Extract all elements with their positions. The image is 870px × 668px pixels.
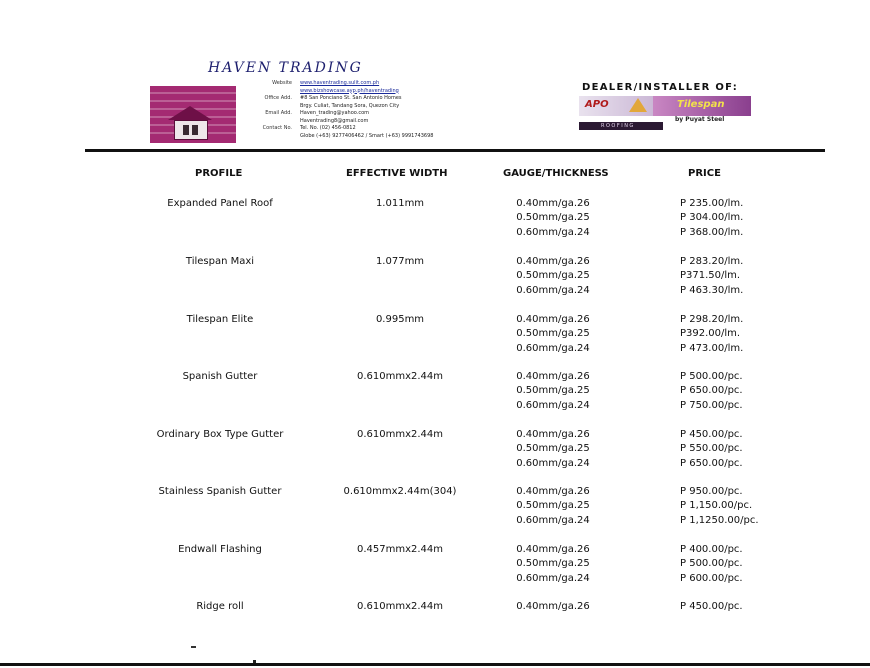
price-value: P 473.00/lm. bbox=[680, 342, 744, 354]
price-value: P 298.20/lm. bbox=[680, 314, 744, 325]
company-title: HAVEN TRADING bbox=[208, 60, 363, 76]
price-value: P 650.00/pc. bbox=[680, 385, 743, 397]
contact-label bbox=[236, 133, 292, 141]
contact-label bbox=[236, 88, 292, 96]
gauge-value: 0.50mm/ga.25 bbox=[516, 500, 590, 512]
profile-name: Stainless Spanish Gutter bbox=[158, 486, 282, 497]
gauge-list bbox=[488, 600, 618, 614]
price-value: P 500.00/pc. bbox=[680, 558, 743, 570]
price-value: P 750.00/pc. bbox=[680, 399, 743, 411]
gauge-value: 0.60mm/ga.24 bbox=[516, 284, 590, 296]
header-divider bbox=[85, 149, 825, 152]
price-list bbox=[680, 543, 743, 586]
stray-mark bbox=[191, 646, 196, 648]
gauge-value: 0.40mm/ga.26 bbox=[516, 429, 590, 440]
column-header-profile: PROFILE bbox=[195, 168, 243, 179]
roofing-bar bbox=[579, 122, 663, 130]
email-1: Haven_trading@yahoo.com bbox=[300, 110, 370, 116]
effective-width: 0.995mm bbox=[375, 314, 425, 325]
contact-label bbox=[236, 118, 292, 126]
contact-values bbox=[300, 80, 433, 140]
price-list bbox=[680, 600, 743, 614]
price-list bbox=[680, 428, 743, 471]
apo-logo bbox=[579, 96, 653, 116]
gauge-value: 0.50mm/ga.25 bbox=[516, 443, 590, 455]
gauge-value: 0.40mm/ga.26 bbox=[516, 486, 590, 497]
table-row bbox=[0, 485, 870, 533]
price-value: P 450.00/pc. bbox=[680, 429, 743, 440]
gauge-list bbox=[488, 313, 618, 356]
gauge-value: 0.60mm/ga.24 bbox=[516, 399, 590, 411]
column-header-width: EFFECTIVE WIDTH bbox=[346, 168, 448, 179]
office-address-line-2: Brgy. Culiat, Tandang Sora, Quezon City bbox=[300, 102, 400, 109]
profile-name: Tilespan Maxi bbox=[185, 256, 255, 267]
gauge-value: 0.60mm/ga.24 bbox=[516, 572, 590, 584]
gauge-list bbox=[488, 370, 618, 413]
effective-width: 0.610mmx2.44m bbox=[356, 371, 444, 382]
price-list bbox=[680, 485, 759, 528]
contact-label: Office Add. bbox=[264, 95, 292, 101]
brand-byline: by Puyat Steel bbox=[675, 116, 725, 123]
price-list bbox=[680, 370, 743, 413]
effective-width: 1.077mm bbox=[375, 256, 425, 267]
gauge-value: 0.60mm/ga.24 bbox=[516, 342, 590, 354]
price-value: P 235.00/lm. bbox=[680, 198, 744, 209]
gauge-value: 0.50mm/ga.25 bbox=[516, 270, 590, 282]
office-address-line-1: #8 San Ponciano St. San Antonio Homes bbox=[300, 95, 402, 101]
effective-width: 0.610mmx2.44m(304) bbox=[343, 486, 457, 497]
brand-logos bbox=[579, 96, 751, 130]
profile-name: Expanded Panel Roof bbox=[167, 198, 273, 209]
contact-labels bbox=[236, 80, 292, 140]
price-value: P 600.00/pc. bbox=[680, 572, 743, 584]
gauge-list bbox=[488, 485, 618, 528]
profile-name: Spanish Gutter bbox=[182, 371, 258, 382]
price-value: P 650.00/pc. bbox=[680, 457, 743, 469]
gauge-list bbox=[488, 197, 618, 240]
gauge-value: 0.60mm/ga.24 bbox=[516, 514, 590, 526]
price-value: P 1,1250.00/pc. bbox=[680, 514, 759, 526]
gauge-list bbox=[488, 543, 618, 586]
price-list bbox=[680, 313, 743, 356]
gauge-value: 0.40mm/ga.26 bbox=[516, 371, 590, 382]
website-link-2[interactable]: www.bizshowcase.ayp.ph/haventrading bbox=[300, 87, 399, 94]
price-value: P 450.00/pc. bbox=[680, 601, 743, 612]
page-bottom-edge bbox=[0, 663, 870, 666]
profile-name: Ordinary Box Type Gutter bbox=[156, 429, 284, 440]
table-row bbox=[0, 600, 870, 648]
gauge-value: 0.40mm/ga.26 bbox=[516, 314, 590, 325]
gauge-value: 0.60mm/ga.24 bbox=[516, 457, 590, 469]
price-value: P 550.00/pc. bbox=[680, 443, 743, 455]
price-value: P 463.30/lm. bbox=[680, 284, 744, 296]
column-header-price: PRICE bbox=[688, 168, 721, 179]
contact-label: Email Add. bbox=[265, 110, 292, 116]
column-header-gauge: GAUGE/THICKNESS bbox=[503, 168, 609, 179]
gauge-value: 0.40mm/ga.26 bbox=[516, 544, 590, 555]
mobile-numbers: Globe (+63) 9277406462 / Smart (+63) 9991743698 bbox=[300, 132, 434, 139]
telephone: Tel. No. (02) 456-0812 bbox=[300, 125, 356, 131]
price-value: P 368.00/lm. bbox=[680, 226, 744, 238]
apo-logo-text: APO bbox=[585, 99, 609, 110]
gauge-value: 0.40mm/ga.26 bbox=[516, 198, 590, 209]
effective-width: 0.610mmx2.44m bbox=[356, 429, 444, 440]
email-2: Haventrading8@gmail.com bbox=[300, 117, 369, 124]
gauge-value: 0.50mm/ga.25 bbox=[516, 328, 590, 340]
apo-triangle-icon bbox=[629, 98, 647, 112]
table-row bbox=[0, 197, 870, 245]
tilespan-logo bbox=[653, 96, 751, 116]
price-value: P371.50/lm. bbox=[680, 270, 741, 282]
price-list bbox=[680, 197, 743, 240]
table-row bbox=[0, 428, 870, 476]
price-value: P 950.00/pc. bbox=[680, 486, 743, 497]
price-value: P 283.20/lm. bbox=[680, 256, 744, 267]
price-value: P 1,150.00/pc. bbox=[680, 500, 753, 512]
price-value: P 304.00/lm. bbox=[680, 212, 744, 224]
gauge-value: 0.50mm/ga.25 bbox=[516, 212, 590, 224]
tilespan-logo-text: Tilespan bbox=[677, 99, 725, 110]
table-row bbox=[0, 543, 870, 591]
price-value: P 500.00/pc. bbox=[680, 371, 743, 382]
effective-width: 0.457mmx2.44m bbox=[356, 544, 444, 555]
effective-width: 1.011mm bbox=[375, 198, 425, 209]
contact-label: Contact No. bbox=[262, 125, 292, 131]
dealer-heading: DEALER/INSTALLER OF: bbox=[582, 82, 739, 93]
website-link[interactable]: www.haventrading.sulit.com.ph bbox=[300, 80, 380, 86]
gauge-value: 0.40mm/ga.26 bbox=[516, 601, 590, 612]
contact-label bbox=[236, 103, 292, 111]
gauge-value: 0.60mm/ga.24 bbox=[516, 226, 590, 238]
gauge-value: 0.50mm/ga.25 bbox=[516, 558, 590, 570]
table-row bbox=[0, 255, 870, 303]
effective-width: 0.610mmx2.44m bbox=[356, 601, 444, 612]
table-row bbox=[0, 313, 870, 361]
price-list bbox=[680, 255, 743, 298]
profile-name: Tilespan Elite bbox=[186, 314, 254, 325]
profile-name: Endwall Flashing bbox=[178, 544, 262, 555]
contact-label: Website bbox=[272, 80, 292, 86]
gauge-value: 0.40mm/ga.26 bbox=[516, 256, 590, 267]
gauge-list bbox=[488, 255, 618, 298]
price-value: P392.00/lm. bbox=[680, 328, 741, 340]
gauge-value: 0.50mm/ga.25 bbox=[516, 385, 590, 397]
roof-photo bbox=[150, 86, 236, 143]
profile-name: Ridge roll bbox=[196, 601, 244, 612]
roofing-label: ROOFING bbox=[601, 123, 635, 129]
gauge-list bbox=[488, 428, 618, 471]
price-value: P 400.00/pc. bbox=[680, 544, 743, 555]
table-row bbox=[0, 370, 870, 418]
